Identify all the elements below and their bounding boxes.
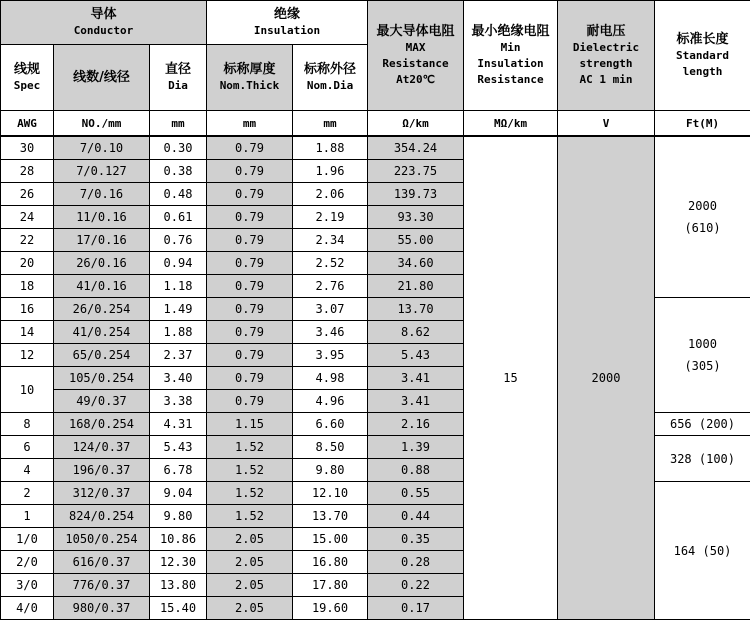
cell-standard-length: 656 (200) (655, 413, 750, 436)
cell-dia: 1.49 (150, 298, 207, 321)
cell-thick: 1.15 (207, 413, 293, 436)
cell-resistance: 0.88 (368, 459, 464, 482)
cell-thick: 0.79 (207, 183, 293, 206)
cell-strands: 196/0.37 (54, 459, 150, 482)
cell-dielectric: 2000 (558, 137, 655, 620)
cell-thick: 0.79 (207, 298, 293, 321)
unit-cell: Ft(M) (655, 111, 750, 136)
cell-dia: 15.40 (150, 597, 207, 620)
data-rows (0, 136, 750, 620)
cell-resistance: 8.62 (368, 321, 464, 344)
cell-dia: 0.38 (150, 160, 207, 183)
header-max-resistance: 最大导体电阻 MAX Resistance At20℃ (368, 1, 464, 111)
length-m: (610) (684, 221, 721, 235)
cell-strands: 17/0.16 (54, 229, 150, 252)
cell-resistance: 0.35 (368, 528, 464, 551)
cell-dia: 12.30 (150, 551, 207, 574)
unit-cell: MΩ/km (464, 111, 558, 136)
cell-spec: 16 (1, 298, 54, 321)
header-dielectric: 耐电压 Dielectric strength AC 1 min (558, 1, 655, 111)
cell-od: 6.60 (293, 413, 368, 436)
cell-resistance: 21.80 (368, 275, 464, 298)
length-m: (305) (684, 359, 721, 373)
cell-od: 2.34 (293, 229, 368, 252)
unit-cell: mm (150, 111, 207, 136)
header-od: 标称外径 Nom.Dia (293, 45, 368, 111)
cell-thick: 0.79 (207, 206, 293, 229)
cell-spec: 1 (1, 505, 54, 528)
cell-resistance: 1.39 (368, 436, 464, 459)
cell-thick: 0.79 (207, 137, 293, 160)
cell-od: 12.10 (293, 482, 368, 505)
cell-dia: 0.30 (150, 137, 207, 160)
cell-thick: 2.05 (207, 597, 293, 620)
cell-thick: 0.79 (207, 229, 293, 252)
cell-min-insulation: 15 (464, 137, 558, 620)
cell-resistance: 3.41 (368, 390, 464, 413)
cell-dia: 0.48 (150, 183, 207, 206)
cell-strands: 26/0.16 (54, 252, 150, 275)
cell-resistance: 34.60 (368, 252, 464, 275)
cell-od: 2.76 (293, 275, 368, 298)
cell-spec: 12 (1, 344, 54, 367)
cell-od: 19.60 (293, 597, 368, 620)
unit-cell: mm (207, 111, 293, 136)
cell-strands: 105/0.254 (54, 367, 150, 390)
cell-strands: 1050/0.254 (54, 528, 150, 551)
cell-resistance: 3.41 (368, 367, 464, 390)
header-dia: 直径 Dia (150, 45, 207, 111)
cell-strands: 168/0.254 (54, 413, 150, 436)
cell-thick: 0.79 (207, 367, 293, 390)
cell-od: 16.80 (293, 551, 368, 574)
cell-standard-length (655, 137, 750, 298)
header-conductor: 导体 Conductor (1, 1, 207, 45)
cell-spec: 14 (1, 321, 54, 344)
cell-dia: 3.38 (150, 390, 207, 413)
cell-resistance: 0.44 (368, 505, 464, 528)
cell-dia: 9.04 (150, 482, 207, 505)
cell-strands: 776/0.37 (54, 574, 150, 597)
cell-strands: 26/0.254 (54, 298, 150, 321)
cell-resistance: 0.17 (368, 597, 464, 620)
cell-od: 15.00 (293, 528, 368, 551)
cell-thick: 1.52 (207, 459, 293, 482)
length-ft: 2000 (688, 199, 717, 213)
cell-standard-length: 164 (50) (655, 482, 750, 620)
cell-dia: 0.76 (150, 229, 207, 252)
cell-strands: 616/0.37 (54, 551, 150, 574)
cell-od: 17.80 (293, 574, 368, 597)
cell-dia: 0.61 (150, 206, 207, 229)
cell-thick: 0.79 (207, 390, 293, 413)
cell-od: 2.52 (293, 252, 368, 275)
cell-resistance: 93.30 (368, 206, 464, 229)
cell-strands: 65/0.254 (54, 344, 150, 367)
cell-od: 9.80 (293, 459, 368, 482)
cell-strands: 824/0.254 (54, 505, 150, 528)
cell-thick: 2.05 (207, 574, 293, 597)
cable-spec-table (0, 0, 750, 136)
cell-od: 2.19 (293, 206, 368, 229)
cell-thick: 2.05 (207, 551, 293, 574)
cell-od: 3.07 (293, 298, 368, 321)
unit-cell: NO./mm (54, 111, 150, 136)
cell-dia: 5.43 (150, 436, 207, 459)
cell-resistance: 5.43 (368, 344, 464, 367)
header-insulation: 绝缘 Insulation (207, 1, 368, 45)
cell-dia: 3.40 (150, 367, 207, 390)
unit-cell: V (558, 111, 655, 136)
unit-cell: AWG (1, 111, 54, 136)
cell-resistance: 0.22 (368, 574, 464, 597)
cell-spec: 8 (1, 413, 54, 436)
cell-spec: 4 (1, 459, 54, 482)
cell-spec: 24 (1, 206, 54, 229)
cell-thick: 0.79 (207, 344, 293, 367)
cell-spec: 1/0 (1, 528, 54, 551)
cell-dia: 4.31 (150, 413, 207, 436)
cell-spec: 2 (1, 482, 54, 505)
cell-spec: 2/0 (1, 551, 54, 574)
header-spec: 线规 Spec (1, 45, 54, 111)
cell-spec: 18 (1, 275, 54, 298)
cell-od: 1.88 (293, 137, 368, 160)
cell-dia: 2.37 (150, 344, 207, 367)
table-row (1, 137, 750, 160)
cell-od: 2.06 (293, 183, 368, 206)
cell-strands: 312/0.37 (54, 482, 150, 505)
cell-spec: 10 (1, 367, 54, 413)
header-strands: 线数/线径 (54, 45, 150, 111)
cell-od: 1.96 (293, 160, 368, 183)
cell-spec: 4/0 (1, 597, 54, 620)
cell-spec: 26 (1, 183, 54, 206)
cell-strands: 7/0.16 (54, 183, 150, 206)
cell-resistance: 354.24 (368, 137, 464, 160)
cell-resistance: 139.73 (368, 183, 464, 206)
cell-dia: 1.88 (150, 321, 207, 344)
cell-od: 13.70 (293, 505, 368, 528)
cell-strands: 7/0.10 (54, 137, 150, 160)
cell-spec: 6 (1, 436, 54, 459)
header-min-insulation: 最小绝缘电阻 Min Insulation Resistance (464, 1, 558, 111)
cell-strands: 41/0.254 (54, 321, 150, 344)
cell-strands: 41/0.16 (54, 275, 150, 298)
cell-thick: 0.79 (207, 252, 293, 275)
cell-od: 3.95 (293, 344, 368, 367)
unit-cell: Ω/km (368, 111, 464, 136)
cell-standard-length (655, 298, 750, 413)
cell-dia: 10.86 (150, 528, 207, 551)
cell-dia: 13.80 (150, 574, 207, 597)
cell-spec: 30 (1, 137, 54, 160)
cell-dia: 9.80 (150, 505, 207, 528)
cell-dia: 0.94 (150, 252, 207, 275)
cell-spec: 22 (1, 229, 54, 252)
cell-resistance: 55.00 (368, 229, 464, 252)
cell-od: 4.98 (293, 367, 368, 390)
cell-strands: 124/0.37 (54, 436, 150, 459)
cell-od: 4.96 (293, 390, 368, 413)
cell-thick: 2.05 (207, 528, 293, 551)
cell-strands: 7/0.127 (54, 160, 150, 183)
cell-spec: 28 (1, 160, 54, 183)
cell-resistance: 2.16 (368, 413, 464, 436)
cell-strands: 11/0.16 (54, 206, 150, 229)
cell-thick: 1.52 (207, 436, 293, 459)
header-thick: 标称厚度 Nom.Thick (207, 45, 293, 111)
cell-resistance: 223.75 (368, 160, 464, 183)
cell-spec: 3/0 (1, 574, 54, 597)
cell-strands: 980/0.37 (54, 597, 150, 620)
cell-thick: 0.79 (207, 321, 293, 344)
cell-strands: 49/0.37 (54, 390, 150, 413)
cell-thick: 0.79 (207, 160, 293, 183)
unit-cell: mm (293, 111, 368, 136)
cell-spec: 20 (1, 252, 54, 275)
cell-thick: 0.79 (207, 275, 293, 298)
cell-resistance: 0.28 (368, 551, 464, 574)
header-standard-length: 标准长度 Standard length (655, 1, 750, 111)
length-ft: 1000 (688, 337, 717, 351)
cell-resistance: 13.70 (368, 298, 464, 321)
cell-od: 8.50 (293, 436, 368, 459)
cell-thick: 1.52 (207, 482, 293, 505)
cell-dia: 6.78 (150, 459, 207, 482)
cell-standard-length: 328 (100) (655, 436, 750, 482)
cell-thick: 1.52 (207, 505, 293, 528)
cell-od: 3.46 (293, 321, 368, 344)
cell-resistance: 0.55 (368, 482, 464, 505)
cell-dia: 1.18 (150, 275, 207, 298)
units-row (1, 111, 750, 136)
